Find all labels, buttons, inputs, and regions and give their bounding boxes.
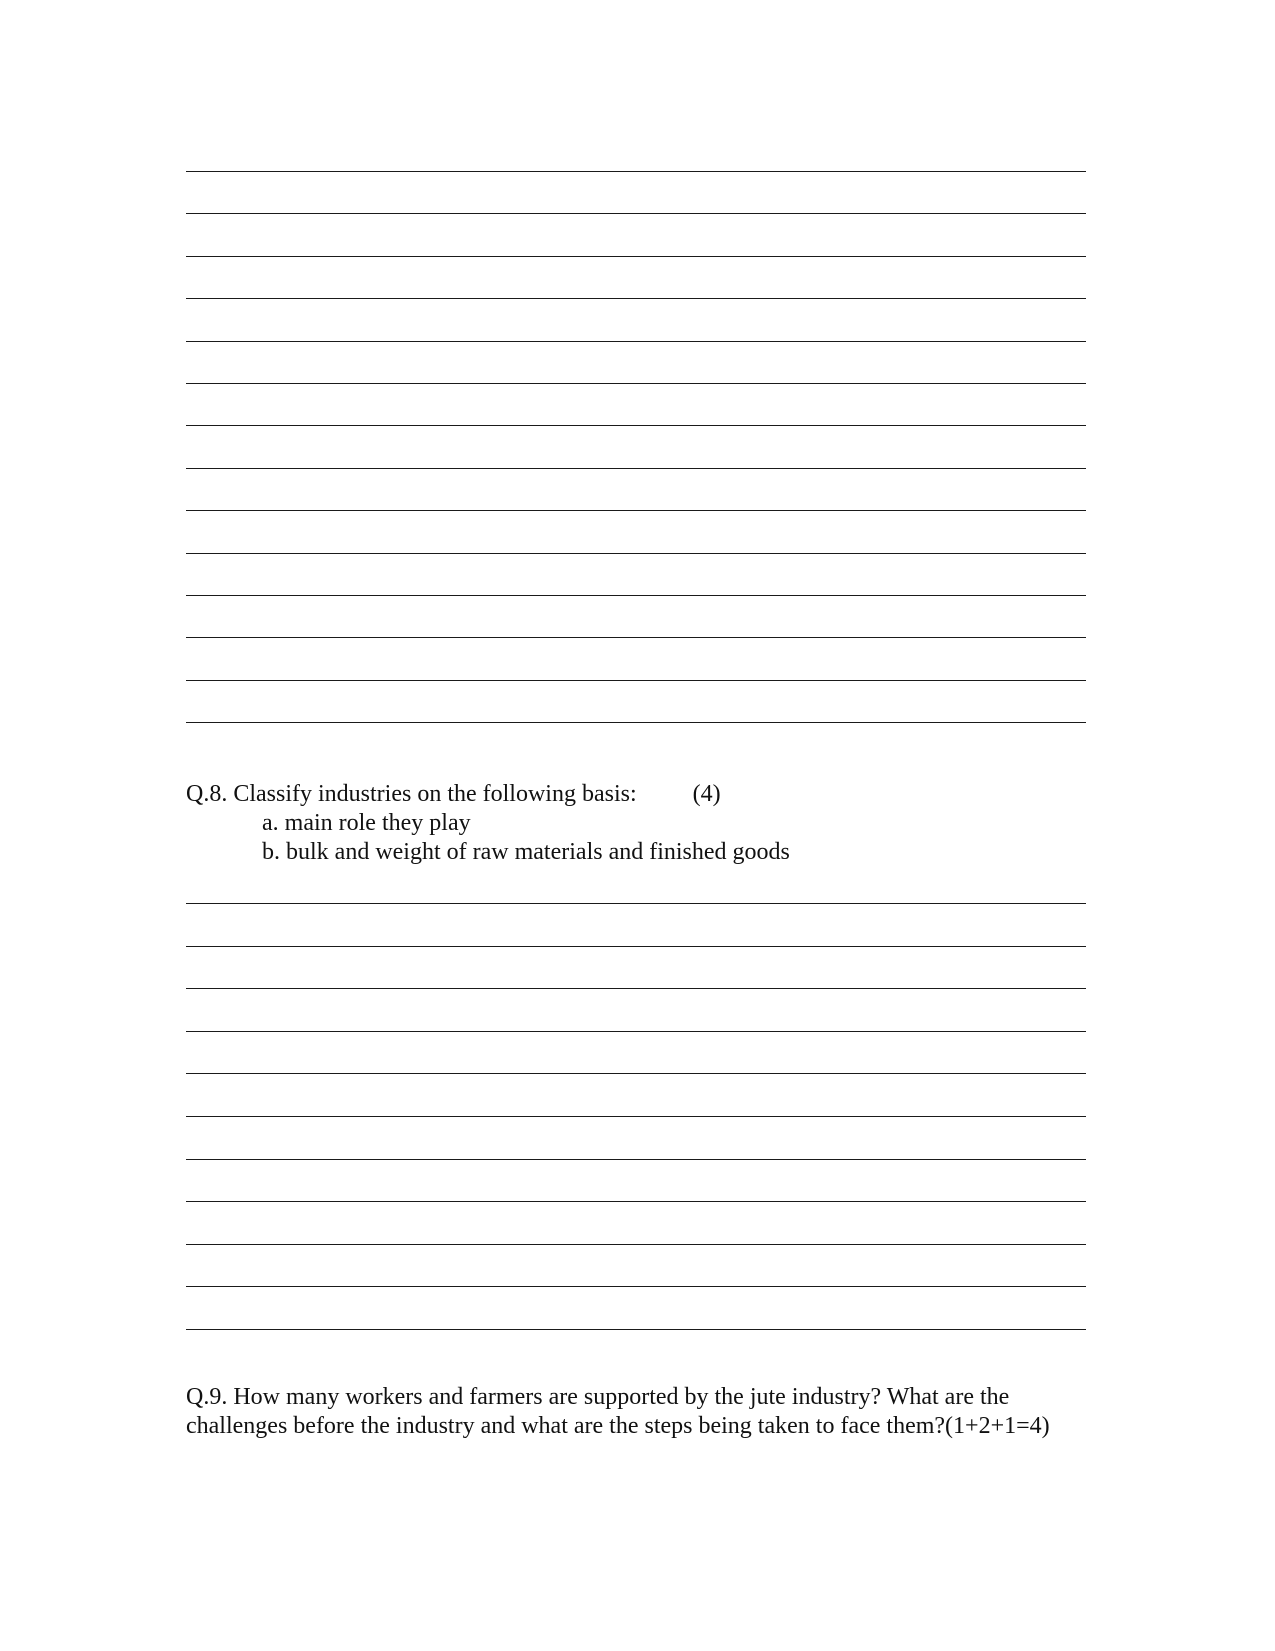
answer-line — [186, 637, 1086, 638]
answer-line — [186, 468, 1086, 469]
answer-line — [186, 680, 1086, 681]
question-8-marks: (4) — [692, 781, 721, 807]
question-8 — [186, 780, 790, 867]
answer-line — [186, 1073, 1086, 1074]
answer-line — [186, 1031, 1086, 1032]
answer-line — [186, 213, 1086, 214]
answer-line — [186, 256, 1086, 257]
question-8-sub-a: a. main role they play — [262, 810, 471, 836]
question-8-text: Q.8. Classify industries on the following basis: — [186, 781, 637, 807]
answer-line — [186, 595, 1086, 596]
answer-line — [186, 1116, 1086, 1117]
answer-line — [186, 1244, 1086, 1245]
answer-line — [186, 383, 1086, 384]
answer-line — [186, 510, 1086, 511]
answer-line — [186, 1286, 1086, 1287]
answer-line — [186, 298, 1086, 299]
question-9 — [186, 1383, 1096, 1441]
answer-line — [186, 722, 1086, 723]
answer-line — [186, 1201, 1086, 1202]
answer-line — [186, 1329, 1086, 1330]
answer-line — [186, 1159, 1086, 1160]
question-9-line-2: challenges before the industry and what are the steps being taken to face them?(1+2+1=4) — [186, 1413, 1050, 1439]
answer-line — [186, 553, 1086, 554]
answer-line — [186, 425, 1086, 426]
question-9-line-1: Q.9. How many workers and farmers are supported by the jute industry? What are the — [186, 1384, 1010, 1410]
question-8-sub-b: b. bulk and weight of raw materials and finished goods — [262, 839, 790, 865]
answer-line — [186, 341, 1086, 342]
answer-line — [186, 988, 1086, 989]
answer-line — [186, 903, 1086, 904]
answer-line — [186, 946, 1086, 947]
answer-line — [186, 171, 1086, 172]
